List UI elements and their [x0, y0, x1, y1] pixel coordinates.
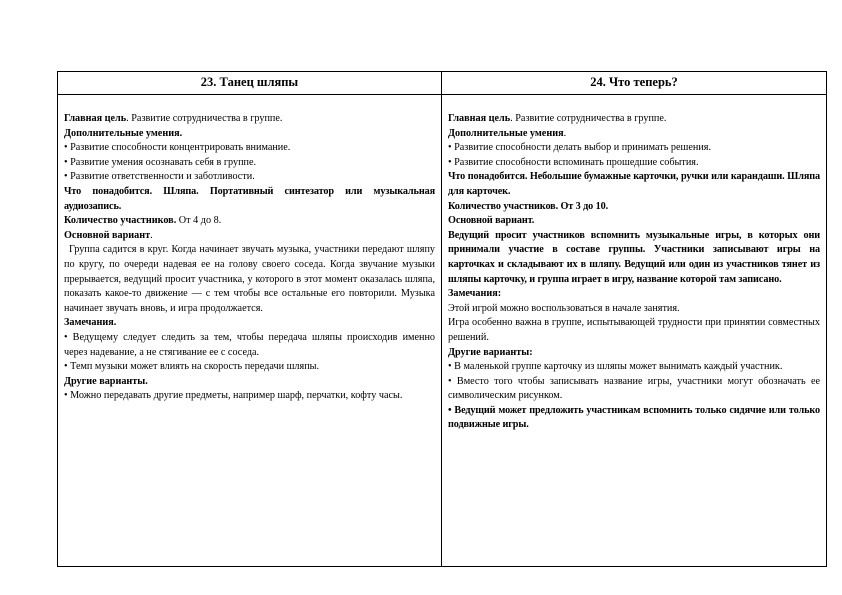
- variants-heading: Другие варианты.: [64, 375, 148, 387]
- extra-skills-heading: Дополнительные умения.: [64, 127, 183, 139]
- game-content: [58, 95, 441, 404]
- main-goal: Главная цель. Развитие сотрудничества в группе.: [64, 113, 283, 124]
- skill-item: • Развитие ответственности и заботливости.: [64, 171, 255, 183]
- variant-item: • Можно передавать другие предметы, например шарф, перчатки, кофту часы.: [64, 390, 403, 402]
- note-item: • Ведущему следует следить за тем, чтобы передача шляпы происходив именно через надевание, а не стягивание ее с соседа.: [64, 331, 435, 358]
- variant-item: • Вместо того чтобы записывать название игры, участники могут обозначать ее символическим рисунком.: [448, 375, 820, 402]
- variant-item: • В маленькой группе карточку из шляпы может вынимать каждый участник.: [448, 361, 783, 373]
- notes-heading: Замечания:: [448, 288, 502, 300]
- game-card-left: [58, 72, 442, 566]
- note-item: Игра особенно важна в группе, испытывающей трудности при принятии совместных решений.: [448, 317, 820, 343]
- variant-item: • Ведущий может предложить участникам вспомнить только сидячие или только подвижные игры.: [448, 404, 820, 431]
- participants-count: Количество участников. От 4 до 8.: [64, 215, 222, 227]
- games-table: [57, 71, 827, 567]
- notes-heading: Замечания.: [64, 317, 117, 329]
- game-description: Группа садится в круг. Когда начинает звучать музыка, участники передают шляпу по кругу, по очереди надевая ее на голову своего соседа. Когда звучание музыки прерывается, ведущий просит участника, у которого в этот момент оказалась шляпа, показать какое-то движение — с тем чтобы все остальные его повторили. Музыка начинает звучать вновь, и игра продолжается.: [64, 244, 435, 314]
- game-content: [442, 95, 826, 433]
- skill-item: • Развитие способности концентрировать внимание.: [64, 142, 291, 154]
- extra-skills-heading: Дополнительные умения.: [448, 127, 567, 139]
- game-title: 23. Танец шляпы: [58, 72, 441, 95]
- game-card-right: [442, 72, 826, 566]
- skill-item: • Развитие умения осознавать себя в группе.: [64, 156, 257, 168]
- variants-heading: Другие варианты:: [448, 346, 533, 358]
- skill-item: • Развитие способности делать выбор и принимать решения.: [448, 142, 712, 154]
- main-variant-heading: Основной вариант.: [448, 215, 535, 227]
- note-item: Этой игрой можно воспользоваться в начале занятия.: [448, 302, 680, 314]
- main-variant-heading: Основной вариант.: [64, 229, 153, 241]
- participants-count: Количество участников. От 3 до 10.: [448, 200, 609, 212]
- materials-needed: Что понадобится. Небольшие бумажные карточки, ручки или карандаши. Шляпа для карточек.: [448, 171, 820, 197]
- materials-needed: Что понадобится. Шляпа. Портативный синтезатор или музыкальная аудиозапись.: [64, 185, 435, 212]
- note-item: • Темп музыки может влиять на скорость передачи шляпы.: [64, 361, 320, 373]
- skill-item: • Развитие способности вспоминать прошедшие события.: [448, 156, 699, 168]
- game-description: Ведущий просит участников вспомнить музыкальные игры, в которых они принимали участие в составе группы. Участники записывают игры на карточках и складывают их в шляпу. Ведущий или один из участников тянет из шляпы карточку, и группа играет в игру, название которой там записано.: [448, 229, 820, 285]
- main-goal: Главная цель. Развитие сотрудничества в группе.: [448, 113, 667, 124]
- game-title: 24. Что теперь?: [442, 72, 826, 95]
